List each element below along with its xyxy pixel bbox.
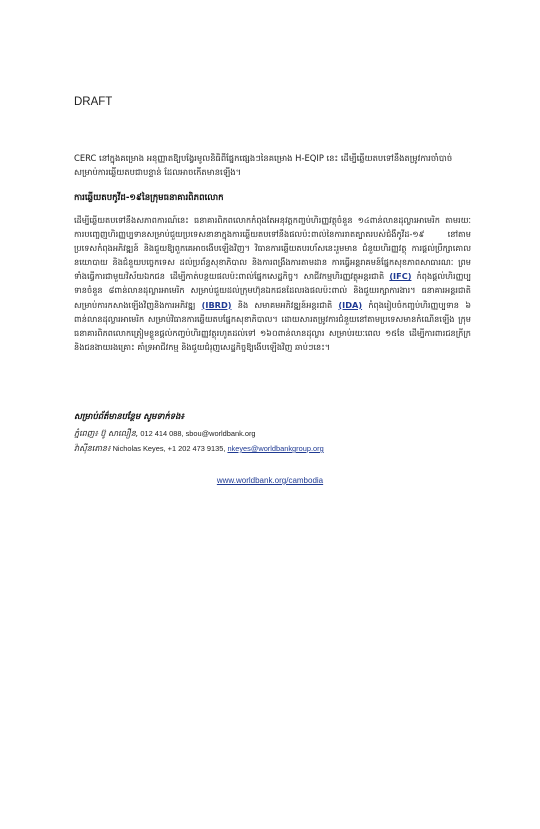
contact-location: វ៉ាស៊ីនតោន៖ [74,444,111,453]
contact-heading: សម្រាប់ព័ត៌មានបន្ថែម សូមទាក់ទង៖ [74,411,185,421]
website-footer [0,476,540,485]
ifc-link[interactable]: (IFC) [389,271,412,282]
website-link[interactable]: www.worldbank.org/cambodia [216,476,324,485]
contact-info: 012 414 088, sbou@worldbank.org [138,429,256,438]
email-link[interactable]: nkeyes@worldbankgroup.org [227,444,324,453]
contact-info: Nicholas Keyes, +1 202 473 9135, [110,444,228,453]
body-text-part-1: ដើម្បីឆ្លើយតបទៅនឹងសភាពការណ៍នេះ ធនាគារពិភពលោកកំពុងតែអនុវត្តកញ្ចប់ហិរញ្ញវត្ថុចំនួន ១៤ពាន់លានដុល្លារអាមេរិក តាមរយៈការបញ្ចេញហិរញ្ញប្បទានសម្រាប់ជួយប្រទេសនានាក្នុងការឆ្លើយតបទៅនឹងផលប៉ះពាល់នៃការរាតត្បាតរបស់ជំងឺកូវីដ-១៩ នៅតាមប្រទេសកំពុងអភិវឌ្ឍន៍ និងជួយឱ្យពួកគេអាចងើបឡើងវិញ។ វិធានការឆ្លើយតបរហ័សនេះរួមមាន ជំនួយហិរញ្ញវត្ថុ ការផ្តល់ប្រឹក្សាគោលនយោបាយ និងជំនួយបច្ចេកទេស ដល់ប្រព័ន្ធសុខាភិបាល និងការពង្រឹងការតាមដាន ការធ្វើអន្តរាគមន៍ផ្នែកសុខភាពសាធារណៈ ព្រមទាំងធ្វើការជាមួយវិស័យឯកជន ដើម្បីកាត់បន្ថយផលប៉ះពាល់ផ្នែកសេដ្ឋកិច្ច។ សាជីវកម្មហិរញ្ញវត្ថុអន្តរជាតិ [74,215,471,282]
body-paragraph [74,213,471,354]
draft-label: DRAFT [74,96,113,108]
intro-paragraph: CERC នៅក្នុងគម្រោង អនុញ្ញាតឱ្យបង្វែរមូលនិធិពីផ្នែកផ្សេងៗនៃគម្រោង H-EQIP នេះ ដើម្បីឆ្លើយតបទៅនឹងតម្រូវការចាំបាច់ សម្រាប់ការឆ្លើយតបជាបន្ទាន់ ដែលអាចកើតមានឡើង។ [74,153,453,177]
section-heading: ការឆ្លើយតបកូវីដ-១៩នៃក្រុមធនាគារពិភពលោក [74,193,224,203]
body-text-part-2: កំពុងផ្តល់ហិរញ្ញប្បទានចំនួន ៨ពាន់លានដុល្លារអាមេរិក សម្រាប់ជួយដល់ក្រុមហ៊ុនឯកជនដែលរងផលប៉ះពាល់ និងជួយរក្សាការងារ។ ធនាគារអន្តរជាតិសម្រាប់ការកសាងឡើងវិញនិងការអភិវឌ្ឍ [74,271,472,310]
ibrd-link[interactable]: (IBRD) [201,299,232,310]
body-text-part-3: និង សមាគមអភិវឌ្ឍន៍អន្តរជាតិ [231,299,339,310]
body-text-part-4: កំពុងរៀបចំកញ្ចប់ហិរញ្ញប្បទាន ៦ ពាន់លានដុល្លារអាមេរិក សម្រាប់វិធានការឆ្លើយតបផ្នែកសុខាភិបាល។ ដោយសារតម្រូវការជំនួយនៅតាមប្រទេសមានកំណើនឡើង ក្រុមធនាគារពិភពលោកត្រៀមខ្លួនផ្តល់កញ្ចប់ហិរញ្ញវត្ថុរហូតដល់ទៅ ១៦០ពាន់លានដុល្លារ សម្រាប់រយៈពេល ១៥ខែ ដើម្បីការពារជនក្រីក្រ និងជនងាយរងគ្រោះ គាំទ្រអាជីវកម្ម និងជួយជំរុញសេដ្ឋកិច្ចឱ្យងើបឡើងវិញ ឆាប់ៗនេះ។ [74,299,471,352]
contact-line-washington [74,443,324,455]
contact-location: ភ្នំពេញ៖ ប៊ូ សាលឿន, [74,429,139,438]
contact-line-phnom-penh [74,428,256,440]
ida-link[interactable]: (IDA) [338,299,363,310]
